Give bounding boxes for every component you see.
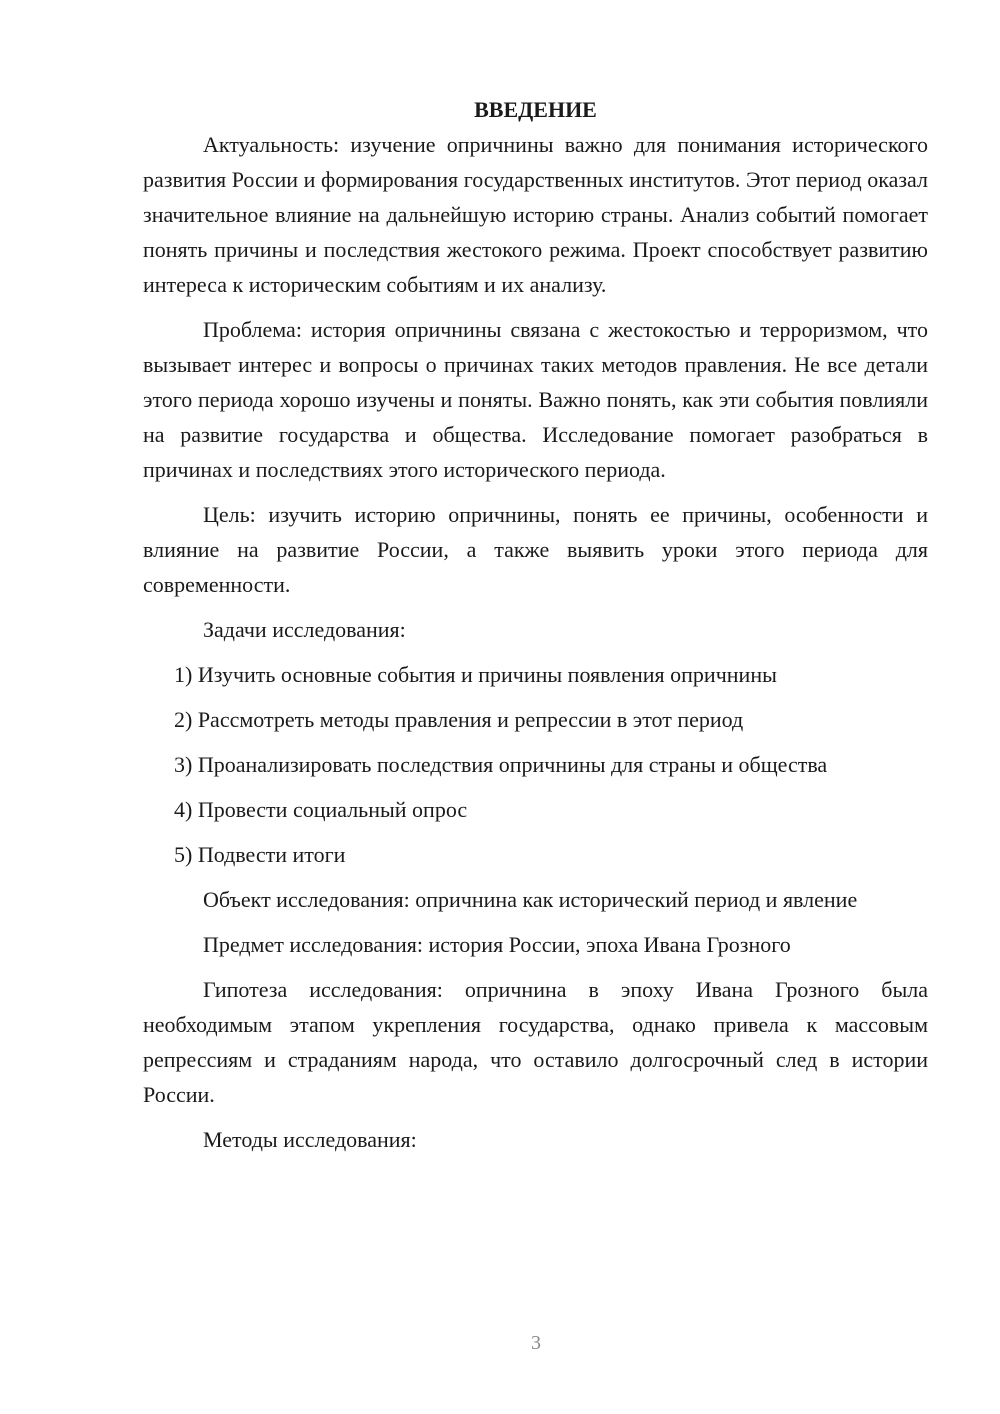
goal-paragraph: Цель: изучить историю опричнины, понять ее причины, особенности и влияние на развитие России, а также выявить уроки этого периода для современности. xyxy=(143,502,928,597)
list-item: 1) Изучить основные события и причины появления опричнины xyxy=(174,662,777,687)
methods-heading: Методы исследования: xyxy=(203,1127,417,1152)
problem-paragraph: Проблема: история опричнины связана с жестокостью и терроризмом, что вызывает интерес и вопросы о причинах таких методов правления. Не все детали этого периода хорошо изучены и поняты. Важно понять, как эти события повлияли на развитие государства и общества. Исследование помогает разобраться в причинах и последствиях этого исторического периода. xyxy=(143,317,928,482)
subject-paragraph: Предмет исследования: история России, эпоха Ивана Грозного xyxy=(203,932,791,957)
relevance-paragraph: Актуальность: изучение опричнины важно для понимания исторического развития России и формирования государственных институтов. Этот период оказал значительное влияние на дальнейшую историю страны. Анализ событий помогает понять причины и последствия жестокого режима. Проект способствует развитию интереса к историческим событиям и их анализу. xyxy=(143,132,928,297)
document-page xyxy=(143,92,928,1167)
hypothesis-paragraph: Гипотеза исследования: опричнина в эпоху Ивана Грозного была необходимым этапом укрепления государства, однако привела к массовым репрессиям и страданиям народа, что оставило долгосрочный след в истории России. xyxy=(143,977,928,1107)
page-number: 3 xyxy=(531,1332,541,1354)
tasks-list xyxy=(143,657,928,872)
section-title: ВВЕДЕНИЕ xyxy=(474,97,597,122)
list-item: 3) Проанализировать последствия опричнины для страны и общества xyxy=(174,752,828,777)
list-item: 4) Провести социальный опрос xyxy=(174,797,468,822)
list-item: 2) Рассмотреть методы правления и репрессии в этот период xyxy=(174,707,744,732)
tasks-heading: Задачи исследования: xyxy=(203,617,406,642)
list-item: 5) Подвести итоги xyxy=(174,842,346,867)
object-paragraph: Объект исследования: опричнина как исторический период и явление xyxy=(203,887,858,912)
